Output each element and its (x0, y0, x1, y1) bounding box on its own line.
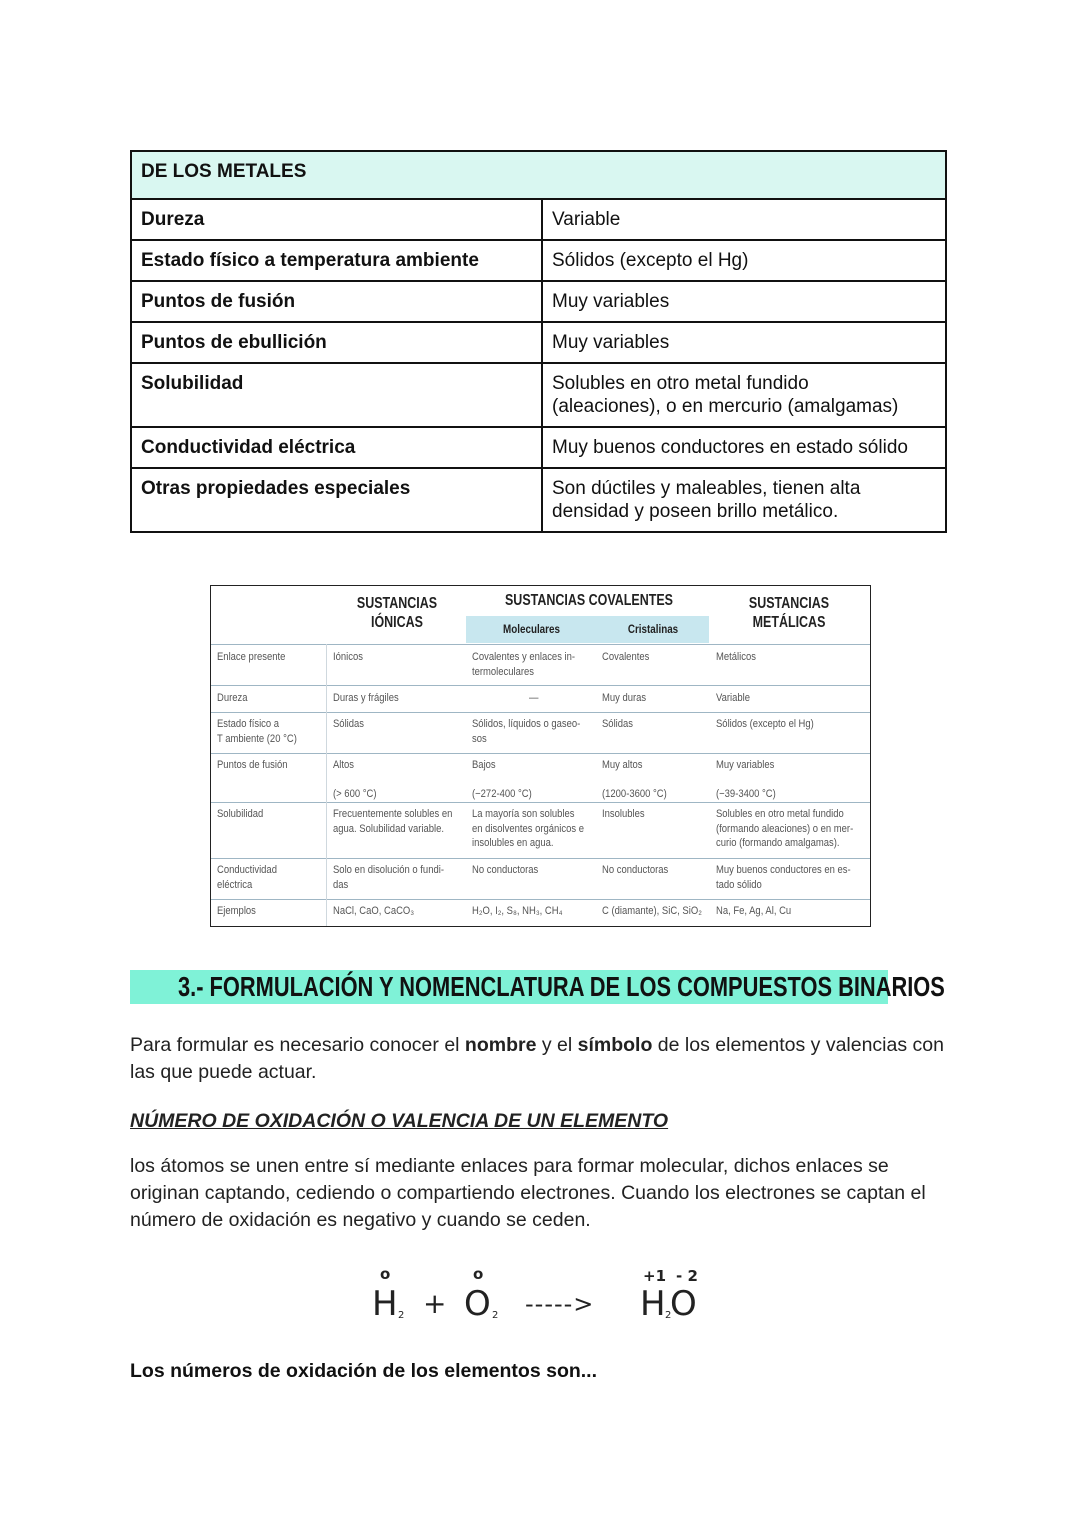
ox-number-o: o (473, 1265, 484, 1283)
metals-table-row (131, 322, 946, 363)
product-hydrogen: H (640, 1284, 666, 1324)
row-label: Ejemplos (217, 905, 256, 917)
metals-properties-table (130, 150, 947, 533)
property-value: Variable (542, 199, 946, 240)
intro-paragraph: Para formular es necesario conocer el nombre y el símbolo de los elementos y valencias con las que puede actuar. (130, 1034, 944, 1083)
cell-ionic: Altos (> 600 °C) (333, 759, 377, 800)
oxidation-paragraph: los átomos se unen entre sí mediante enlaces para formar molecular, dichos enlaces se originan captando, cediendo o compartiendo electrones. Cuando los electrones se captan el número de oxidación es negativo y cuando se ceden. (130, 1155, 926, 1231)
header-ionic: SUSTANCIAS IÓNICAS (356, 595, 438, 631)
cell-ionic: Duras y frágiles (333, 692, 399, 704)
row-label: Estado físico a T ambiente (20 °C) (217, 718, 297, 745)
metals-table-row (131, 427, 946, 468)
cell-metallic: Muy buenos conductores en es- tado sólido (716, 864, 851, 891)
cell-molecular: Covalentes y enlaces in- termoleculares (472, 651, 576, 678)
ox-number-product-h: +1 (643, 1267, 667, 1285)
property-value: Muy variables (542, 322, 946, 363)
product-oxygen: O (670, 1284, 697, 1324)
reactant-oxygen-subscript: 2 (492, 1310, 499, 1321)
cell-metallic: Sólidos (excepto el Hg) (716, 718, 814, 730)
cell-metallic: Muy variables (−39-3400 °C) (716, 759, 776, 800)
cell-crystalline: Covalentes (602, 651, 650, 663)
metals-table-row (131, 240, 946, 281)
plus-sign: + (423, 1287, 447, 1320)
reactant-oxygen: O (464, 1284, 491, 1324)
row-label: Puntos de fusión (217, 759, 288, 771)
metals-table-row (131, 199, 946, 240)
reactant-hydrogen-subscript: 2 (398, 1310, 405, 1321)
header-metallic: SUSTANCIAS METÁLICAS (748, 595, 830, 631)
row-label: Dureza (217, 692, 248, 704)
cell-ionic: NaCl, CaO, CaCO₃ (333, 905, 415, 917)
header-covalent: SUSTANCIAS COVALENTES (504, 592, 674, 609)
table-rule (211, 753, 870, 754)
bold-simbolo: símbolo (577, 1034, 653, 1056)
row-label: Solubilidad (217, 808, 264, 820)
cell-metallic: Metálicos (716, 651, 756, 663)
closing-sentence: Los números de oxidación de los elementos son... (130, 1360, 598, 1382)
substances-comparison-figure (210, 585, 871, 927)
property-name: Puntos de ebullición (131, 322, 542, 363)
header-molecular: Moleculares (503, 622, 560, 636)
cell-molecular: — (529, 692, 539, 704)
property-name: Conductividad eléctrica (131, 427, 542, 468)
cell-molecular: Bajos (−272-400 °C) (472, 759, 532, 800)
label-column-divider (326, 644, 327, 926)
cell-crystalline: Muy duras (602, 692, 647, 704)
property-name: Estado físico a temperatura ambiente (131, 240, 542, 281)
cell-molecular: Sólidos, líquidos o gaseo- sos (472, 718, 581, 745)
table-rule (211, 858, 870, 859)
row-label: Enlace presente (217, 651, 286, 663)
table-rule (211, 899, 870, 900)
reaction-arrow: -----> (525, 1290, 595, 1318)
property-value: Sólidos (excepto el Hg) (542, 240, 946, 281)
row-label: Conductividad eléctrica (217, 864, 277, 891)
property-value: Muy variables (542, 281, 946, 322)
property-value: Son dúctiles y maleables, tienen alta densidad y poseen brillo metálico. (542, 468, 946, 532)
cell-ionic: Sólidas (333, 718, 365, 730)
metals-table-header: DE LOS METALES (131, 151, 946, 199)
metals-table-row (131, 363, 946, 427)
cell-crystalline: Insolubles (602, 808, 645, 820)
cell-molecular: No conductoras (472, 864, 539, 876)
bold-nombre: nombre (464, 1034, 537, 1056)
property-value: Solubles en otro metal fundido (aleaciones), o en mercurio (amalgamas) (542, 363, 946, 427)
ox-number-product-o: - 2 (676, 1267, 698, 1285)
metals-table-row (131, 281, 946, 322)
cell-molecular: La mayoría son solubles en disolventes orgánicos e insolubles en agua. (472, 808, 585, 849)
cell-crystalline: C (diamante), SiC, SiO₂ (602, 905, 702, 917)
ox-number-h: o (380, 1265, 391, 1283)
cell-metallic: Na, Fe, Ag, Al, Cu (716, 905, 792, 917)
table-rule (211, 802, 870, 803)
property-name: Solubilidad (131, 363, 542, 427)
oxidation-subheading: NÚMERO DE OXIDACIÓN O VALENCIA DE UN ELEMENTO (130, 1110, 669, 1132)
cell-molecular: H₂O, I₂, S₈, NH₃, CH₄ (472, 905, 563, 917)
cell-crystalline: Sólidas (602, 718, 634, 730)
metals-table-row (131, 468, 946, 532)
cell-ionic: Frecuentemente solubles en agua. Solubilidad variable. (333, 808, 453, 835)
cell-crystalline: No conductoras (602, 864, 669, 876)
cell-crystalline: Muy altos (1200-3600 °C) (602, 759, 667, 800)
property-name: Dureza (131, 199, 542, 240)
property-name: Otras propiedades especiales (131, 468, 542, 532)
cell-ionic: Iónicos (333, 651, 363, 663)
cell-ionic: Solo en disolución o fundi- das (333, 864, 444, 891)
section-title: 3.- FORMULACIÓN Y NOMENCLATURA DE LOS COMPUESTOS BINARIOS (178, 971, 945, 1002)
property-value: Muy buenos conductores en estado sólido (542, 427, 946, 468)
reactant-hydrogen: H (372, 1284, 398, 1324)
table-rule (211, 712, 870, 713)
table-rule (211, 685, 870, 686)
product-subscript: 2 (665, 1310, 672, 1321)
cell-metallic: Solubles en otro metal fundido (formando aleaciones) o en mer- curio (formando amalgamas). (716, 808, 854, 849)
cell-metallic: Variable (716, 692, 751, 704)
table-rule (211, 644, 870, 645)
property-name: Puntos de fusión (131, 281, 542, 322)
header-crystalline: Cristalinas (627, 622, 679, 636)
